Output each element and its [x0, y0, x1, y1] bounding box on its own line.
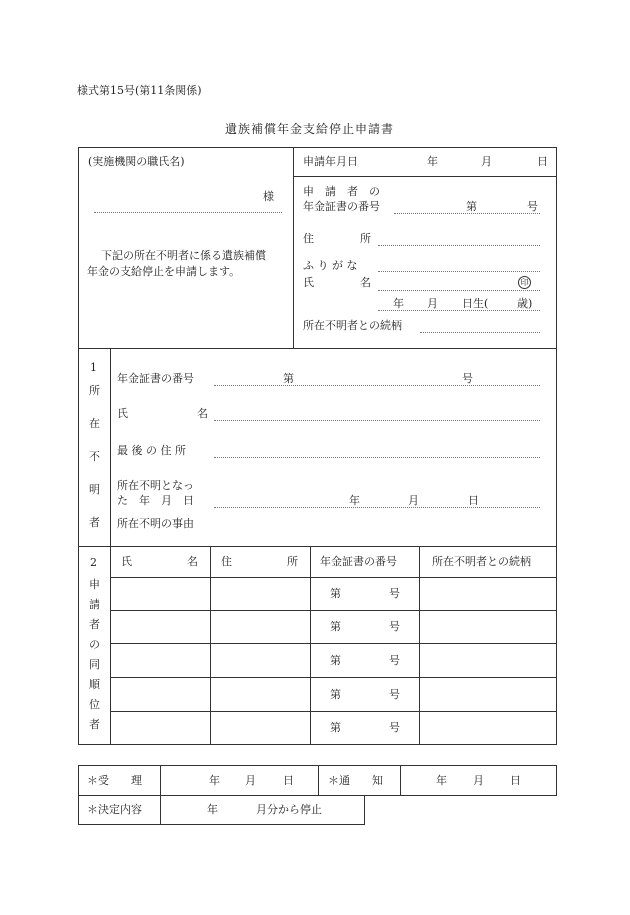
section2-vchar: 順: [89, 678, 100, 691]
address-label-b: 所: [360, 232, 371, 245]
date-day: 日: [537, 155, 548, 168]
table-row-line: [110, 610, 557, 611]
missing-date-line-1: 所在不明となっ: [117, 479, 194, 492]
office-col: [400, 765, 401, 796]
table-col-line: [210, 546, 211, 744]
form-number: 様式第15号(第11条関係): [77, 84, 202, 97]
missing-cert-go: 号: [462, 372, 473, 385]
agency-label: (実施機関の職氏名): [88, 155, 185, 168]
decision-year: 年: [207, 803, 218, 816]
missing-cert-dai: 第: [283, 372, 294, 385]
applicant-line-1: 申 請 者 の: [303, 185, 380, 198]
furigana-label: ふ り が な: [303, 259, 358, 272]
missing-reason-label: 所在不明の事由: [117, 517, 194, 530]
birth-field[interactable]: [378, 310, 540, 311]
agency-name-field[interactable]: [94, 212, 282, 213]
section2-top: [78, 546, 557, 547]
notice-year: 年: [436, 774, 447, 787]
name-field[interactable]: [378, 290, 540, 291]
relation-label: 所在不明者との続柄: [303, 319, 402, 332]
received-year: 年: [209, 774, 220, 787]
number-column-line: [110, 348, 111, 745]
section2-vchar: 申: [89, 578, 100, 591]
section2-vchar: 者: [89, 618, 100, 631]
age-suffix: 歳): [517, 297, 533, 310]
received-label: ＊受 理: [87, 774, 142, 787]
row-cert-dai: 第: [330, 688, 341, 701]
missing-name-label-a: 氏: [117, 407, 128, 420]
missing-cert-field[interactable]: [214, 385, 540, 386]
office-col: [318, 765, 319, 796]
furigana-field[interactable]: [378, 271, 540, 272]
applicant-line-2: 年金証書の番号: [303, 200, 380, 213]
received-day: 日: [283, 774, 294, 787]
birth-day-suffix: 日生(: [462, 297, 489, 310]
row-cert-dai: 第: [330, 654, 341, 667]
header-name-b: 名: [187, 555, 198, 568]
section1-vchar: 明: [89, 483, 100, 496]
table-col-line: [419, 546, 420, 744]
office-col: [364, 795, 365, 825]
birth-month: 月: [427, 297, 438, 310]
section2-vchar: 位: [89, 698, 100, 711]
date-label: 申請年月日: [303, 155, 358, 168]
header-cert: 年金証書の番号: [320, 555, 397, 568]
section1-top: [78, 348, 557, 349]
name-label-a: 氏: [303, 276, 314, 289]
missing-date-day: 日: [468, 494, 479, 507]
section2-vchar: 者: [89, 718, 100, 731]
table-row-line: [110, 711, 557, 712]
notice-month: 月: [473, 774, 484, 787]
address-label-a: 住: [303, 232, 314, 245]
frame-left: [78, 147, 79, 745]
header-name-a: 氏: [121, 555, 132, 568]
decision-label: ＊決定内容: [87, 803, 142, 816]
sama-label: 様: [263, 190, 274, 203]
last-address-label: 最 後 の 住 所: [117, 444, 186, 457]
missing-date-year: 年: [349, 494, 360, 507]
top-divider: [293, 147, 294, 349]
section2-vchar: 同: [89, 658, 100, 671]
missing-cert-label: 年金証書の番号: [117, 372, 194, 385]
office-col: [160, 765, 161, 825]
decision-suffix: 月分から停止: [256, 803, 322, 816]
applicant-cert-field[interactable]: [394, 213, 540, 214]
section2-number: 2: [90, 556, 97, 569]
table-row-line: [110, 643, 557, 644]
applicant-cert-dai: 第: [466, 200, 477, 213]
missing-name-field[interactable]: [214, 420, 540, 421]
row-cert-dai: 第: [330, 587, 341, 600]
section1-number: 1: [90, 361, 97, 374]
form-title: 遺族補償年金支給停止申請書: [225, 122, 395, 136]
row-cert-go: 号: [389, 721, 400, 734]
address-field[interactable]: [378, 245, 540, 246]
header-address-b: 所: [287, 555, 298, 568]
request-line-1: 下記の所在不明者に係る遺族補償: [101, 249, 266, 262]
birth-year: 年: [393, 297, 404, 310]
section1-vchar: 者: [89, 516, 100, 529]
notice-label: ＊通 知: [328, 774, 383, 787]
row-cert-go: 号: [389, 587, 400, 600]
frame-right: [556, 147, 557, 745]
received-month: 月: [245, 774, 256, 787]
missing-name-label-b: 名: [197, 407, 208, 420]
header-address-a: 住: [221, 555, 232, 568]
frame-bottom: [78, 744, 557, 745]
section2-vchar: 請: [89, 598, 100, 611]
row-cert-go: 号: [389, 654, 400, 667]
request-line-2: 年金の支給停止を申請します。: [87, 265, 241, 278]
date-month: 月: [481, 155, 492, 168]
seal-mark: 印: [518, 276, 531, 289]
notice-day: 日: [510, 774, 521, 787]
table-col-line: [310, 546, 311, 744]
office-right: [556, 765, 557, 796]
row-cert-go: 号: [389, 620, 400, 633]
date-year: 年: [427, 155, 438, 168]
section2-vchar: の: [89, 638, 100, 651]
header-relation: 所在不明者との続柄: [432, 555, 531, 568]
row-cert-dai: 第: [330, 620, 341, 633]
section1-vchar: 不: [89, 450, 100, 463]
frame-top: [78, 147, 557, 148]
office-bottom: [78, 824, 365, 825]
missing-date-month: 月: [408, 494, 419, 507]
row-cert-dai: 第: [330, 721, 341, 734]
last-address-field[interactable]: [214, 457, 540, 458]
missing-date-field[interactable]: [214, 507, 540, 508]
table-header-line: [110, 577, 557, 578]
office-left: [78, 765, 79, 825]
section1-vchar: 所: [89, 384, 100, 397]
relation-field[interactable]: [420, 332, 540, 333]
section1-vchar: 在: [89, 417, 100, 430]
name-label-b: 名: [360, 276, 371, 289]
table-row-line: [110, 677, 557, 678]
row-cert-go: 号: [389, 688, 400, 701]
date-row-line: [293, 176, 557, 177]
missing-date-line-2: た 年 月 日: [117, 494, 194, 507]
applicant-cert-go: 号: [527, 200, 538, 213]
